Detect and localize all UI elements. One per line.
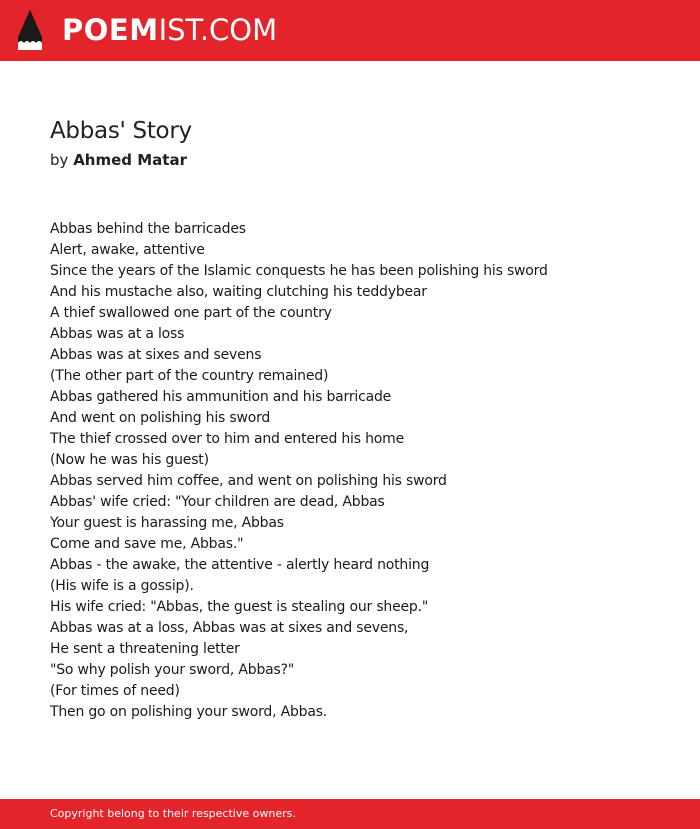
poem-line: (The other part of the country remained)	[50, 368, 329, 384]
poem-line: And his mustache also, waiting clutching his teddybear	[50, 284, 427, 300]
poem-line: Come and save me, Abbas."	[50, 536, 244, 552]
poem-line: His wife cried: "Abbas, the guest is stealing our sheep."	[50, 599, 429, 615]
poem-title: Abbas' Story	[50, 118, 192, 144]
site-logo[interactable]	[62, 13, 277, 47]
poem-line: (Now he was his guest)	[50, 452, 209, 468]
pencil-icon[interactable]	[17, 9, 43, 51]
poem-line: Alert, awake, attentive	[50, 242, 205, 258]
byline	[50, 150, 187, 170]
poem-body	[50, 219, 670, 723]
site-header	[0, 0, 700, 61]
poem-line: Abbas served him coffee, and went on polishing his sword	[50, 473, 447, 489]
poem-line: Since the years of the Islamic conquests he has been polishing his sword	[50, 263, 548, 279]
poem-line: A thief swallowed one part of the country	[50, 305, 332, 321]
poem-line: Then go on polishing your sword, Abbas.	[50, 704, 328, 720]
poem-line: Abbas behind the barricades	[50, 221, 246, 237]
site-footer	[0, 799, 700, 829]
logo-text-light: IST.COM	[158, 13, 278, 47]
poem-line: And went on polishing his sword	[50, 410, 271, 426]
poem-line: Abbas' wife cried: "Your children are dead, Abbas	[50, 494, 385, 510]
poem-line: Abbas was at sixes and sevens	[50, 347, 262, 363]
author-name: Ahmed Matar	[73, 151, 187, 169]
poem-line: Your guest is harassing me, Abbas	[50, 515, 284, 531]
poem-line: (His wife is a gossip).	[50, 578, 194, 594]
by-label: by	[50, 151, 69, 169]
poem-line: Abbas - the awake, the attentive - alertly heard nothing	[50, 557, 430, 573]
poem-line: He sent a threatening letter	[50, 641, 240, 657]
poem-line: "So why polish your sword, Abbas?"	[50, 662, 295, 678]
logo-text-bold: POEM	[62, 13, 159, 47]
poem-line: The thief crossed over to him and entered his home	[50, 431, 404, 447]
poem-line: Abbas was at a loss, Abbas was at sixes and sevens,	[50, 620, 409, 636]
copyright-text: Copyright belong to their respective owners.	[50, 807, 296, 820]
poem-line: (For times of need)	[50, 683, 180, 699]
poem-line: Abbas gathered his ammunition and his barricade	[50, 389, 392, 405]
poem-line: Abbas was at a loss	[50, 326, 185, 342]
